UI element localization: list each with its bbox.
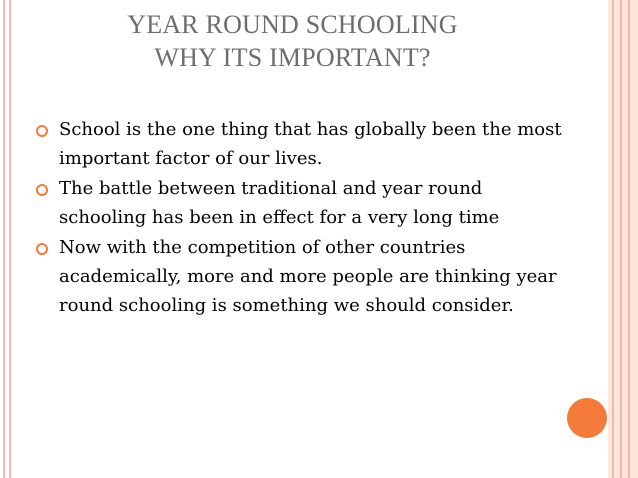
bullet-text: The battle between traditional and year round schooling has been in effect for a very long time bbox=[59, 178, 500, 228]
right-border-line bbox=[612, 0, 614, 478]
slide-title bbox=[70, 8, 515, 74]
bullet-item bbox=[34, 233, 564, 320]
left-border-line bbox=[3, 0, 5, 478]
bullet-text: School is the one thing that has globally been the most important factor of our lives. bbox=[59, 119, 562, 169]
right-border-line bbox=[620, 0, 622, 478]
bullet-item bbox=[34, 174, 564, 232]
ring-bullet-icon bbox=[36, 125, 48, 137]
right-border-line bbox=[628, 0, 630, 478]
circle-decoration-icon bbox=[567, 398, 607, 438]
ring-bullet-icon bbox=[36, 184, 48, 196]
bullet-item bbox=[34, 115, 564, 173]
ring-bullet-icon bbox=[36, 243, 48, 255]
bullet-list bbox=[34, 115, 564, 321]
bullet-text: Now with the competition of other countries academically, more and more people are thinking year round schooling is something we should consider. bbox=[59, 237, 557, 316]
title-line-1: YEAR ROUND SCHOOLING bbox=[127, 10, 458, 39]
title-line-2: WHY ITS IMPORTANT? bbox=[154, 43, 431, 72]
left-border-line bbox=[9, 0, 11, 478]
